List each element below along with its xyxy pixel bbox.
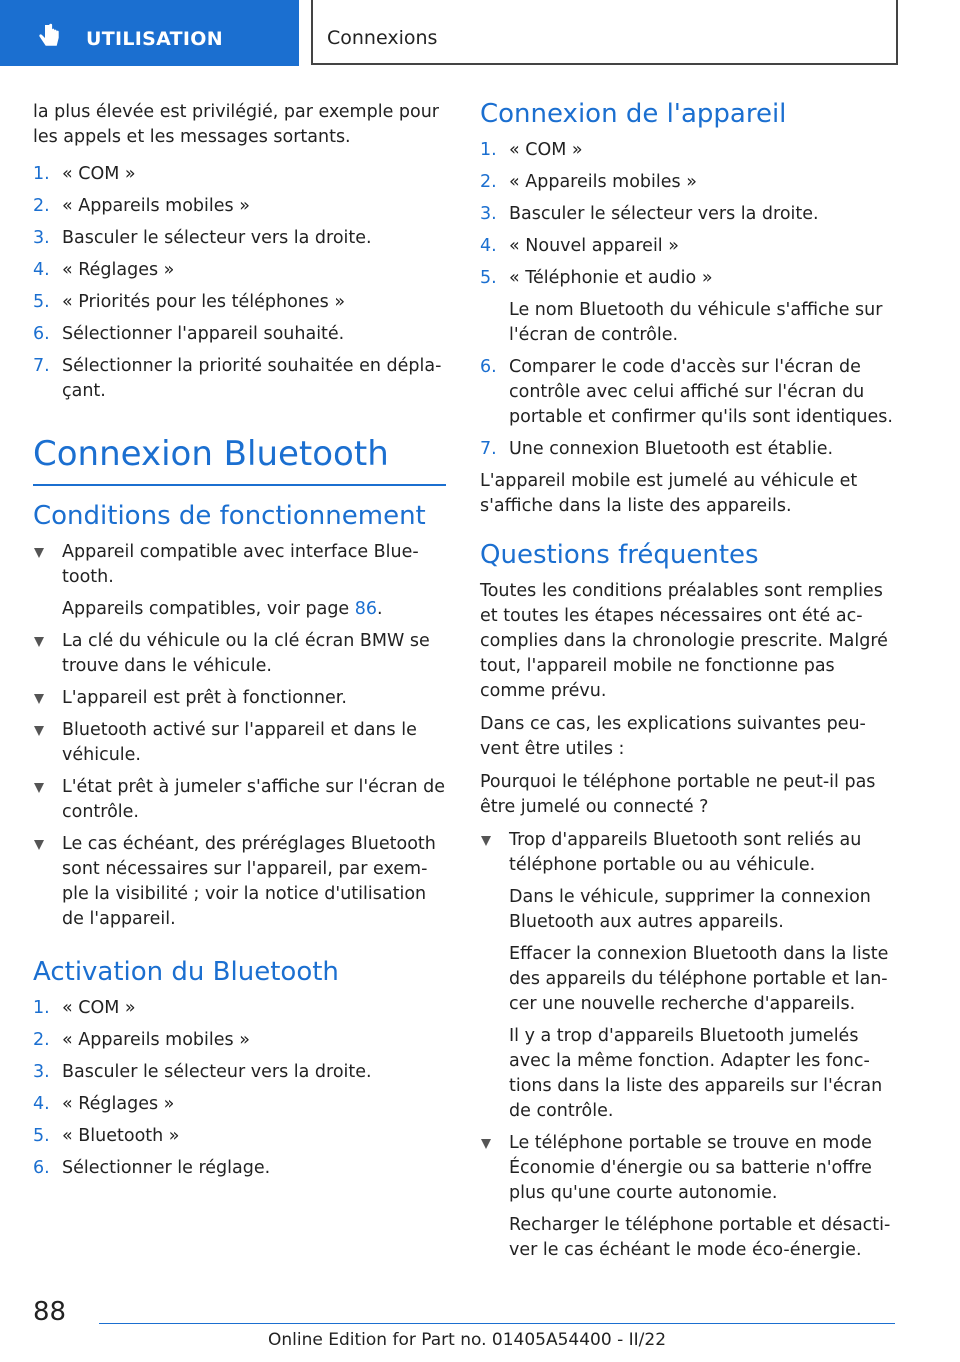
list-item: 4. « Nouvel appareil » — [480, 234, 895, 259]
step-text: Sélectionner l'appareil souhaité. — [62, 324, 345, 344]
faq-paragraph: Dans ce cas, les explications suivantes peu-vent être utiles : — [480, 714, 866, 759]
subsection-box — [311, 0, 898, 65]
section-title: UTILISATION — [86, 28, 223, 50]
after-paragraph: L'appareil mobile est jumelé au véhicule et s'affiche dans la liste des appareils. — [480, 471, 858, 516]
step-text: Basculer le sélecteur vers la droite. — [62, 1062, 372, 1082]
step-text: « COM » — [62, 998, 136, 1018]
bullet-text: L'appareil est prêt à fonctionner. — [62, 688, 347, 708]
step-number: 3. — [33, 228, 50, 248]
step-number: 3. — [480, 204, 497, 224]
heading-rule — [33, 484, 446, 486]
intro-paragraph: la plus élevée est privilégié, par exemple pour les appels et les messages sortants. — [33, 102, 440, 147]
list-item — [33, 162, 446, 187]
step-text: « Réglages » — [62, 1094, 175, 1114]
step-number: 4. — [33, 1094, 50, 1114]
bullet-item — [33, 686, 446, 711]
step-number: 5. — [33, 292, 50, 312]
step-number: 4. — [480, 236, 497, 256]
step-text: « Priorités pour les téléphones » — [62, 292, 346, 312]
list-item: 2. « Appareils mobiles » — [480, 170, 895, 195]
step-text: « Réglages » — [62, 260, 175, 280]
bullet-triangle-icon — [481, 1139, 491, 1149]
bullet-item — [33, 540, 446, 622]
bullet-text: Appareils compatibles, voir page 86. — [62, 599, 383, 619]
step-number: 5. — [33, 1126, 50, 1146]
step-text: « Bluetooth » — [62, 1126, 180, 1146]
list-item — [33, 1156, 446, 1181]
step-number: 2. — [480, 172, 497, 192]
hand-pointer-icon — [34, 22, 64, 52]
list-item — [33, 322, 446, 347]
section-tab[interactable] — [0, 0, 299, 66]
activation-steps-list — [33, 996, 446, 1181]
list-item — [33, 996, 446, 1021]
step-number: 1. — [33, 164, 50, 184]
step-number: 7. — [33, 356, 50, 376]
step-number: 5. — [480, 268, 497, 288]
heading-connexion-appareil: Connexion de l'appareil — [480, 99, 787, 129]
step-text: « COM » — [62, 164, 136, 184]
list-item — [33, 194, 446, 219]
right-column — [480, 100, 895, 1270]
bullet-text: La clé du véhicule ou la clé écran BMW se trouve dans le véhicule. — [62, 631, 430, 676]
list-item: 7. Une connexion Bluetooth est établie. — [480, 437, 895, 462]
footer-rule — [99, 1323, 895, 1324]
step-number: 2. — [33, 1030, 50, 1050]
bullet-text: Appareil compatible avec interface Blue-tooth. — [62, 542, 419, 587]
list-item — [33, 1060, 446, 1085]
bullet-item: Trop d'appareils Bluetooth sont reliés au téléphone portable ou au véhicule. Dans le véhicule, supprimer la connexion Bluetooth aux autres appareils. Effacer la connexion Bluetooth dans la liste des appareils du téléphone portable et lan-cer une nouvelle recherche d'appareils. Il y a trop d'appareils Bluetooth jumelés avec la même fonction. Adapter les fonc-tions dans la liste des appareils sur l'écran de contrôle. — [480, 828, 895, 1124]
list-item — [33, 1092, 446, 1117]
bullet-text: Le cas échéant, des préréglages Bluetooth sont nécessaires sur l'appareil, par exem-ple la visibilité ; voir la notice d'utilisation de l'appareil. — [62, 834, 436, 929]
list-item: 5. « Téléphonie et audio » Le nom Bluetooth du véhicule s'affiche sur l'écran de contrôle. — [480, 268, 883, 345]
step-text: Basculer le sélecteur vers la droite. — [62, 228, 372, 248]
step-number: 6. — [480, 357, 497, 377]
heading-activation: Activation du Bluetooth — [33, 957, 339, 987]
list-item — [33, 258, 446, 283]
bullet-triangle-icon — [34, 637, 44, 647]
bullet-triangle-icon — [34, 548, 44, 558]
step-number: 3. — [33, 1062, 50, 1082]
subsection-title: Connexions — [327, 27, 438, 49]
bullet-item — [33, 832, 446, 932]
bullet-triangle-icon — [34, 726, 44, 736]
faq-paragraph: Toutes les conditions préalables sont remplies et toutes les étapes nécessaires ont été ac-complies dans la chronologie prescrite. Malgré tout, l'appareil mobile ne fonctionne pas comme prévu. — [480, 581, 888, 701]
bullet-item — [33, 629, 446, 679]
page-link[interactable]: 86 — [354, 599, 378, 619]
bullet-text: L'état prêt à jumeler s'affiche sur l'écran de contrôle. — [62, 777, 445, 822]
heading-questions: Questions fréquentes — [480, 540, 759, 570]
list-item — [33, 1124, 446, 1149]
step-number: 1. — [480, 140, 497, 160]
bullet-triangle-icon — [34, 783, 44, 793]
bullet-triangle-icon — [481, 836, 491, 846]
bullet-item — [33, 718, 446, 768]
priority-steps-list — [33, 162, 446, 404]
page-number: 88 — [33, 1297, 67, 1327]
step-number: 1. — [33, 998, 50, 1018]
step-text: « Appareils mobiles » — [62, 196, 250, 216]
step-text: « Appareils mobiles » — [62, 1030, 250, 1050]
step-text: Sélectionner la priorité souhaitée en dépla-çant. — [62, 356, 442, 401]
bullet-item: Le téléphone portable se trouve en mode Économie d'énergie ou sa batterie n'offre plus qu'une courte autonomie. Recharger le téléphone portable et désacti-ver le cas échéant le mode éco-énergie. — [480, 1131, 895, 1263]
heading-connexion-bluetooth: Connexion Bluetooth — [33, 434, 389, 474]
left-column — [33, 100, 446, 1188]
bullet-text: Bluetooth activé sur l'appareil et dans le véhicule. — [62, 720, 417, 765]
heading-conditions: Conditions de fonctionnement — [33, 501, 426, 531]
step-number: 6. — [33, 1158, 50, 1178]
bullet-triangle-icon — [34, 694, 44, 704]
list-item — [33, 290, 446, 315]
list-item — [33, 1028, 446, 1053]
step-number: 4. — [33, 260, 50, 280]
bullet-triangle-icon — [34, 840, 44, 850]
list-item — [33, 226, 446, 251]
edition-footer: Online Edition for Part no. 01405A54400 - II/22 — [268, 1330, 667, 1350]
list-item: 1. « COM » — [480, 138, 895, 163]
list-item — [33, 354, 446, 404]
step-number: 6. — [33, 324, 50, 344]
bullet-item — [33, 775, 446, 825]
step-number: 2. — [33, 196, 50, 216]
faq-question: Pourquoi le téléphone portable ne peut-il pas être jumelé ou connecté ? — [480, 772, 876, 817]
list-item: 6. Comparer le code d'accès sur l'écran de contrôle avec celui affiché sur l'écran du portable et confirmer qu'ils sont identiques. — [480, 357, 893, 427]
step-number: 7. — [480, 439, 497, 459]
step-text: Sélectionner le réglage. — [62, 1158, 271, 1178]
list-item: 3. Basculer le sélecteur vers la droite. — [480, 202, 895, 227]
